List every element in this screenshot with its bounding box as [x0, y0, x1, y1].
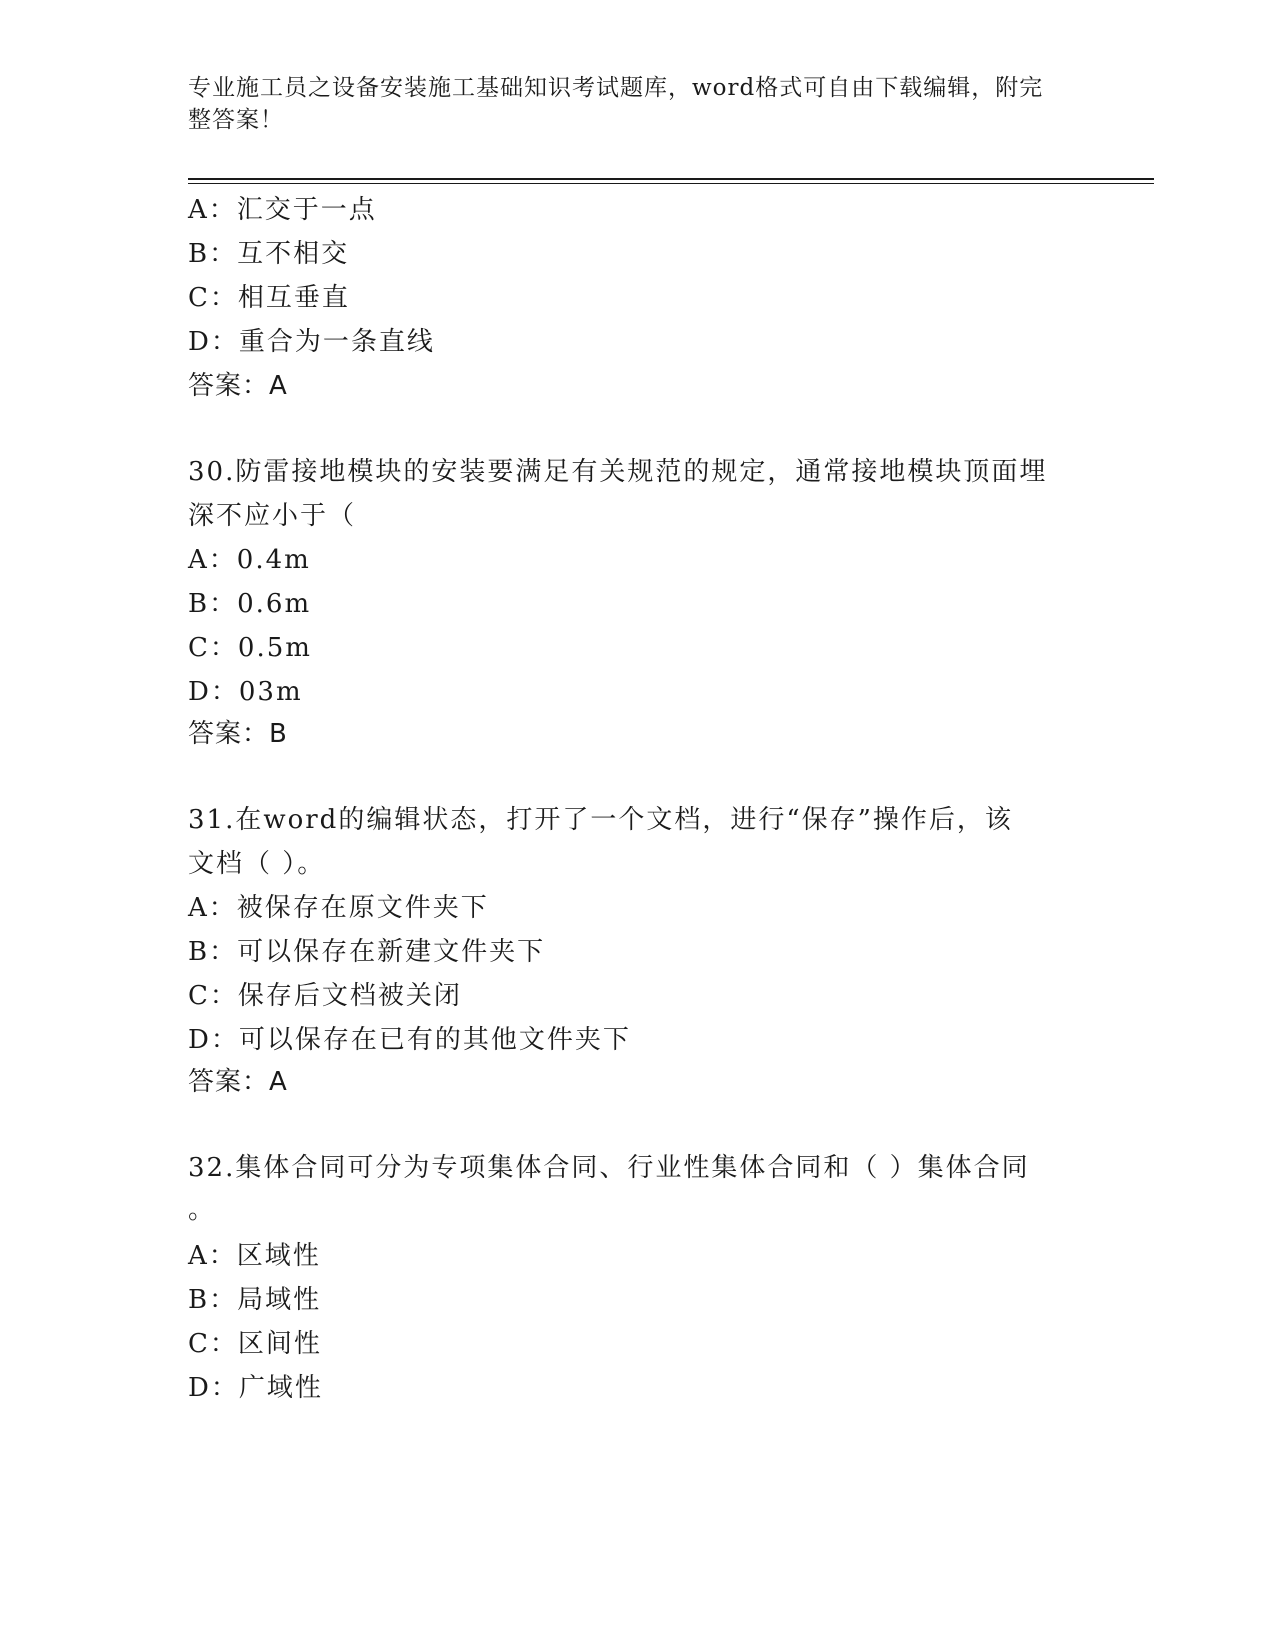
- q32-option-c: [188, 1328, 322, 1360]
- q30-answer: 答案：B: [188, 719, 288, 749]
- q29-option-c: [188, 282, 350, 314]
- header-rule-thick: [188, 178, 1154, 180]
- q32-stem-line-2: 。: [188, 1195, 217, 1225]
- q31-option-c: [188, 980, 462, 1012]
- q32-stem-line-1: 32.集体合同可分为专项集体合同、行业性集体合同和（ ）集体合同: [188, 1153, 1030, 1183]
- option-letter: B：: [188, 1285, 238, 1315]
- option-letter: C：: [188, 633, 238, 663]
- option-text: 03m: [238, 677, 303, 707]
- option-text: 可以保存在已有的其他文件夹下: [238, 1025, 631, 1055]
- option-letter: B：: [188, 589, 238, 619]
- option-letter: C：: [188, 283, 238, 313]
- option-text: 被保存在原文件夹下: [236, 893, 489, 923]
- q30-option-b: [188, 588, 311, 620]
- option-letter: D：: [188, 1025, 239, 1055]
- q30-option-d: [188, 676, 303, 708]
- option-text: 局域性: [237, 1285, 322, 1315]
- header-rule-thin: [188, 183, 1154, 184]
- q29-option-b: [188, 238, 349, 270]
- q31-option-a: [188, 892, 489, 924]
- q31-answer: 答案：A: [188, 1067, 288, 1097]
- q30-stem-line-2: 深不应小于（: [188, 501, 357, 531]
- q29-option-a: [188, 194, 377, 226]
- option-text: 广域性: [238, 1373, 323, 1403]
- option-letter: A：: [188, 545, 237, 575]
- q31-option-d: [188, 1024, 631, 1056]
- q32-option-a: [188, 1240, 321, 1272]
- option-text: 汇交于一点: [236, 195, 377, 225]
- option-text: 相互垂直: [237, 283, 350, 313]
- q30-option-c: [188, 632, 312, 664]
- q31-stem-line-2: 文档（ ）。: [188, 849, 326, 879]
- header-line-2: 整答案！: [188, 107, 284, 133]
- q31-stem-line-1: 31.在word的编辑状态，打开了一个文档，进行“保存”操作后，该: [188, 805, 1013, 835]
- q30-option-a: [188, 544, 311, 576]
- option-text: 0.4m: [236, 545, 311, 575]
- option-text: 互不相交: [237, 239, 350, 269]
- option-letter: D：: [188, 1373, 239, 1403]
- option-text: 可以保存在新建文件夹下: [237, 937, 546, 967]
- option-text: 区域性: [236, 1241, 321, 1271]
- document-header: [188, 72, 1068, 136]
- option-letter: B：: [188, 239, 238, 269]
- q29-answer: 答案：A: [188, 371, 288, 401]
- option-letter: B：: [188, 937, 238, 967]
- option-letter: D：: [188, 677, 239, 707]
- option-text: 0.6m: [237, 589, 312, 619]
- option-letter: A：: [188, 893, 237, 923]
- q30-stem-line-1: 30.防雷接地模块的安装要满足有关规范的规定，通常接地模块顶面埋: [188, 457, 1048, 487]
- option-letter: D：: [188, 327, 239, 357]
- option-letter: A：: [188, 1241, 237, 1271]
- option-text: 重合为一条直线: [238, 327, 435, 357]
- option-text: 0.5m: [237, 633, 312, 663]
- header-line-1: 专业施工员之设备安装施工基础知识考试题库，word格式可自由下载编辑，附完: [188, 75, 1044, 101]
- option-text: 保存后文档被关闭: [237, 981, 462, 1011]
- q32-option-b: [188, 1284, 321, 1316]
- q31-option-b: [188, 936, 545, 968]
- option-text: 区间性: [237, 1329, 322, 1359]
- option-letter: C：: [188, 981, 238, 1011]
- option-letter: C：: [188, 1329, 238, 1359]
- q29-option-d: [188, 326, 435, 358]
- q32-option-d: [188, 1372, 323, 1404]
- option-letter: A：: [188, 195, 237, 225]
